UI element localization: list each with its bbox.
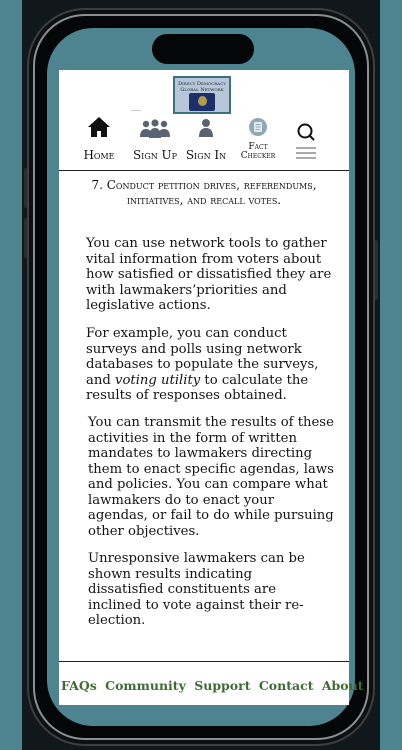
footer-link-contact[interactable]: Contact <box>258 678 314 693</box>
home-icon <box>87 116 111 138</box>
users-icon <box>140 119 170 139</box>
search-icon <box>296 122 316 142</box>
divider <box>131 110 141 111</box>
nav-sign-up[interactable] <box>129 114 181 166</box>
globe-icon <box>189 93 215 111</box>
footer-link-community[interactable]: Community <box>105 678 186 693</box>
paragraph-3: You can transmit the results of these activities in the form of written mandates to lawmakers directing them to enact specific agendas, laws and policies. You can compare what lawmakers do to enact your agendas, or fail to do while pursuing other objectives. <box>88 415 334 539</box>
footer-links <box>59 678 364 693</box>
web-page <box>59 70 364 705</box>
search-button[interactable] <box>293 114 319 166</box>
main-nav <box>59 114 349 166</box>
nav-home-label: Home <box>83 148 115 162</box>
fact-checker-label-line1: Fact <box>248 142 268 152</box>
fact-checker-label-line2: Checker <box>240 151 276 161</box>
footer-link-faqs[interactable]: FAQs <box>61 678 97 693</box>
paragraph-2-text-a: For example, you can conduct surveys and polls using network databases to populate the surveys, and <box>86 326 319 388</box>
footer-link-support[interactable]: Support <box>194 678 251 693</box>
user-icon <box>198 118 214 138</box>
paragraph-2-emphasis: voting utility <box>115 372 201 388</box>
nav-home[interactable] <box>79 114 119 166</box>
footer-divider <box>59 661 349 662</box>
fact-checker-icon <box>247 117 269 137</box>
hamburger-menu-icon[interactable] <box>296 146 316 160</box>
nav-sign-in-label: Sign In <box>185 148 227 162</box>
paragraph-4: Unresponsive lawmakers can be shown results indicating dissatisfied constituents are inclined to vote against their re-election. <box>88 551 305 628</box>
logo-text: Direct Democracy Global Network <box>178 81 226 93</box>
paragraph-1: You can use network tools to gather vital information from voters about how satisfied or dissatisfied they are with lawmakers’priorities and legislative actions. <box>86 236 332 313</box>
nav-fact-checker[interactable] <box>235 114 281 166</box>
footer-link-about[interactable]: About <box>321 678 364 693</box>
section-title: 7. Conduct petition drives, referendums, initiatives, and recall votes. <box>91 178 317 207</box>
nav-fact-checker-label <box>235 143 281 161</box>
nav-sign-up-label: Sign Up <box>132 148 178 162</box>
header-divider <box>59 170 349 171</box>
paragraph-2-text-b: to calculate the results of responses obtained. <box>86 372 309 403</box>
nav-sign-in[interactable] <box>183 114 229 166</box>
paragraph-2 <box>86 326 336 404</box>
site-logo[interactable] <box>173 76 231 114</box>
dynamic-island <box>152 34 254 64</box>
